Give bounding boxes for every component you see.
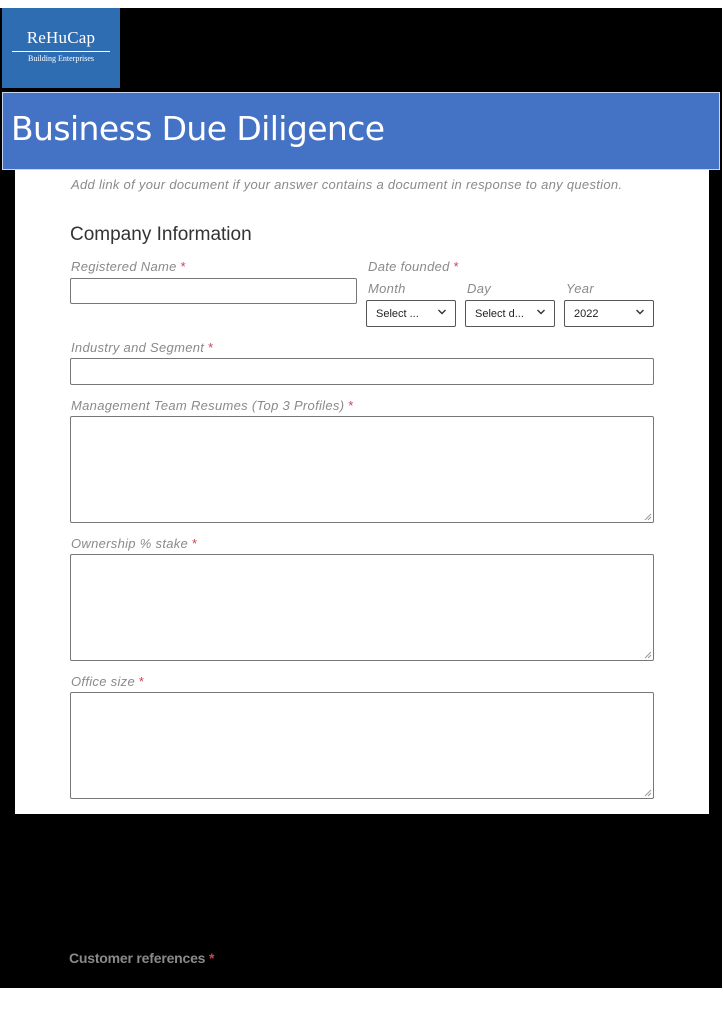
- ownership-textarea[interactable]: [70, 554, 654, 661]
- office-size-label: [71, 674, 144, 689]
- chevron-down-icon: [437, 305, 447, 319]
- section-title: Company Information: [70, 224, 252, 245]
- customer-references-label: [69, 950, 214, 966]
- chevron-down-icon: [536, 305, 546, 319]
- management-textarea[interactable]: [70, 416, 654, 523]
- industry-input[interactable]: [70, 358, 654, 385]
- required-mark: *: [192, 536, 198, 551]
- management-label: [71, 398, 354, 413]
- required-mark: *: [180, 259, 186, 274]
- form-note: Add link of your document if your answer contains a document in response to any question.: [71, 177, 623, 192]
- ownership-label-text: Ownership % stake: [71, 536, 189, 551]
- chevron-down-icon: [635, 305, 645, 319]
- registered-name-label-text: Registered Name: [71, 259, 177, 274]
- office-size-label-text: Office size: [71, 674, 135, 689]
- ownership-label: [71, 536, 197, 551]
- industry-label: [71, 340, 213, 355]
- resize-handle-icon[interactable]: [644, 513, 652, 521]
- customer-references-label-text: Customer references: [69, 950, 206, 966]
- resize-handle-icon[interactable]: [644, 789, 652, 797]
- date-founded-label: [368, 259, 459, 274]
- year-select-value: 2022: [574, 308, 599, 320]
- logo-name: ReHuCap: [26, 28, 96, 47]
- title-banner: [2, 92, 720, 170]
- required-mark: *: [138, 674, 145, 689]
- registered-name-label: [71, 259, 186, 274]
- office-size-textarea[interactable]: [70, 692, 654, 799]
- required-mark: *: [208, 950, 215, 966]
- year-label: Year: [566, 281, 594, 296]
- company-logo: [2, 8, 120, 88]
- day-label: Day: [467, 281, 492, 296]
- day-select-value: Select d...: [475, 308, 524, 320]
- required-mark: *: [208, 340, 214, 355]
- logo-divider: [12, 51, 110, 52]
- month-label: Month: [368, 281, 406, 296]
- month-select-value: Select ...: [376, 308, 419, 320]
- day-select[interactable]: [465, 300, 555, 327]
- logo-tagline: Building Enterprises: [28, 54, 94, 63]
- required-mark: *: [453, 259, 459, 274]
- page-title: Business Due Diligence: [11, 109, 385, 148]
- management-label-text: Management Team Resumes (Top 3 Profiles): [71, 398, 345, 413]
- year-select[interactable]: [564, 300, 654, 327]
- required-mark: *: [348, 398, 354, 413]
- registered-name-input[interactable]: [70, 278, 357, 304]
- industry-label-text: Industry and Segment: [71, 340, 205, 355]
- resize-handle-icon[interactable]: [644, 651, 652, 659]
- form-area: [15, 170, 709, 814]
- date-founded-label-text: Date founded: [368, 259, 450, 274]
- month-select[interactable]: [366, 300, 456, 327]
